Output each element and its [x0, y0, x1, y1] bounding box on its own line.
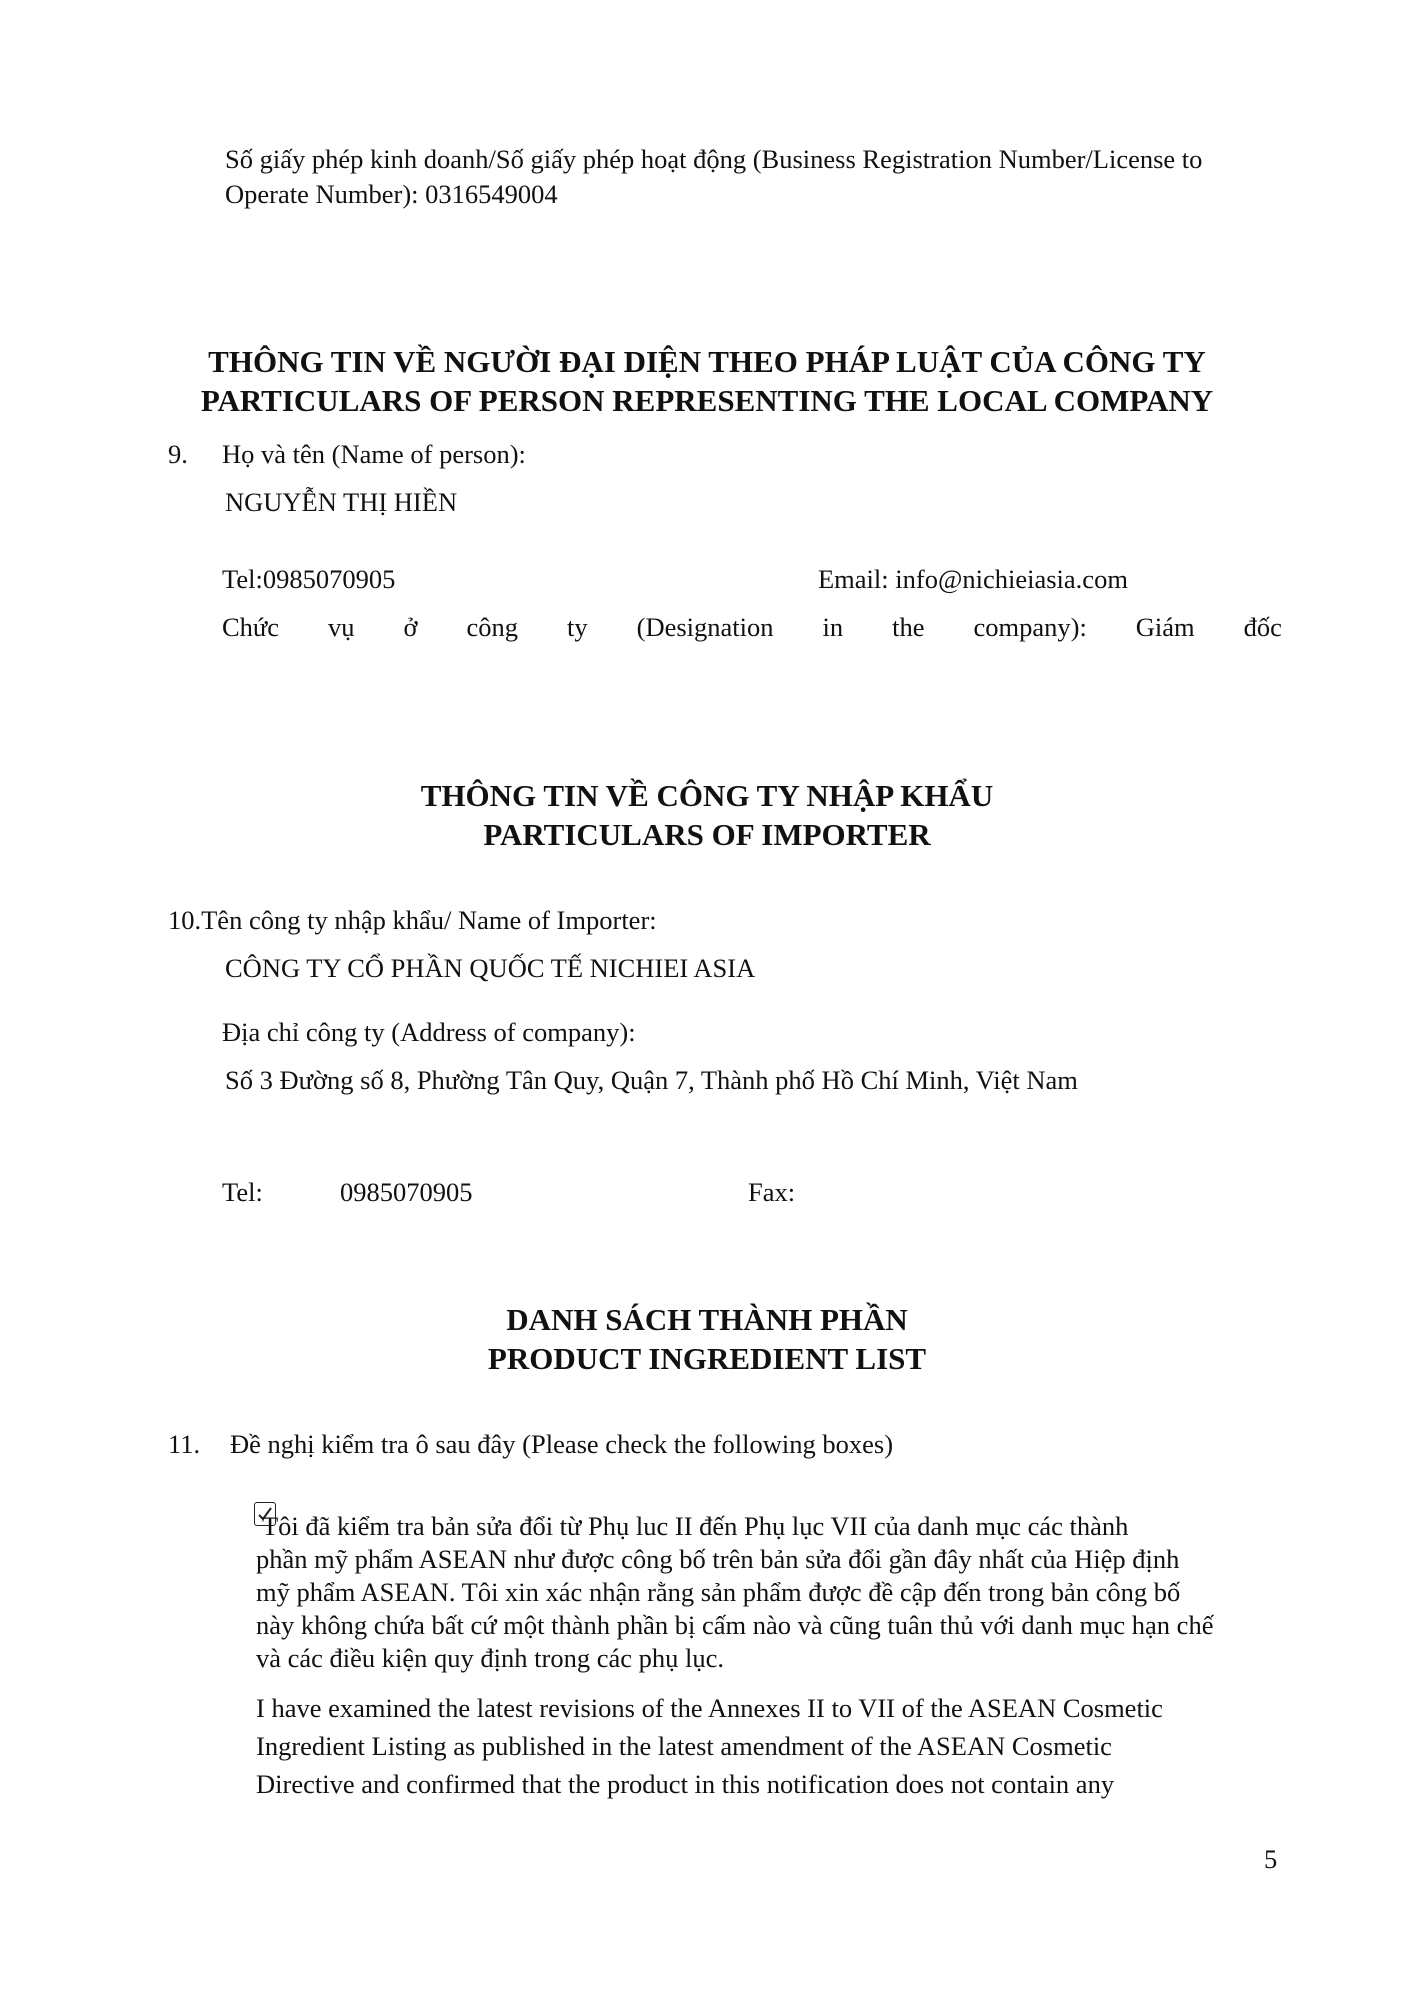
- designation-line: [222, 610, 1282, 644]
- importer-heading: [0, 776, 1414, 854]
- designation-word: vụ: [328, 612, 355, 642]
- item-11-number: 11.: [168, 1429, 201, 1459]
- designation-word: công: [466, 612, 519, 642]
- item-9-number: 9.: [168, 439, 188, 469]
- representative-email: Email: info@nichieiasia.com: [818, 564, 1128, 594]
- designation-word: ở: [403, 612, 418, 642]
- importer-tel-value: 0985070905: [340, 1177, 473, 1207]
- designation-word: Chức: [222, 612, 280, 642]
- declaration-vi-line: Tôi đã kiểm tra bản sửa đổi từ Phụ luc II đến Phụ lục VII của danh mục các thành: [262, 1511, 1129, 1541]
- designation-word: Giám: [1135, 612, 1195, 642]
- importer-name-value: CÔNG TY CỔ PHẦN QUỐC TẾ NICHIEI ASIA: [225, 953, 756, 983]
- designation-word: the: [892, 612, 925, 642]
- importer-name-label: 10.Tên công ty nhập khẩu/ Name of Importer:: [168, 905, 657, 935]
- designation-word: company):: [973, 612, 1087, 642]
- designation-word: (Designation: [636, 612, 774, 642]
- business-license-line-1: Số giấy phép kinh doanh/Số giấy phép hoạt động (Business Registration Number/License to: [225, 144, 1203, 174]
- declaration-vi-line: phần mỹ phẩm ASEAN như được công bố trên bản sửa đổi gần đây nhất của Hiệp định: [256, 1544, 1180, 1574]
- representative-heading: [0, 342, 1414, 420]
- importer-tel-label: Tel:: [222, 1177, 263, 1207]
- representative-title-vi: THÔNG TIN VỀ NGƯỜI ĐẠI DIỆN THEO PHÁP LUẬT CỦA CÔNG TY: [208, 344, 1206, 379]
- designation-word: đốc: [1243, 612, 1282, 642]
- importer-fax-label: Fax:: [748, 1177, 796, 1207]
- importer-address-value: Số 3 Đường số 8, Phường Tân Quy, Quận 7, Thành phố Hồ Chí Minh, Việt Nam: [225, 1065, 1078, 1095]
- declaration-en-line: Ingredient Listing as published in the latest amendment of the ASEAN Cosmetic: [256, 1731, 1112, 1761]
- declaration-vi-line: này không chứa bất cứ một thành phần bị cấm nào và cũng tuân thủ với danh mục hạn chế: [256, 1610, 1214, 1640]
- ingredients-heading: [0, 1300, 1414, 1378]
- ingredients-instruction: Đề nghị kiểm tra ô sau đây (Please check the following boxes): [230, 1429, 894, 1459]
- designation-word: ty: [567, 612, 588, 642]
- declaration-vi-line: và các điều kiện quy định trong các phụ lục.: [256, 1643, 725, 1673]
- person-name-label: Họ và tên (Name of person):: [222, 439, 526, 469]
- ingredients-title-en: PRODUCT INGREDIENT LIST: [487, 1341, 927, 1376]
- importer-title-vi: THÔNG TIN VỀ CÔNG TY NHẬP KHẨU: [420, 778, 994, 813]
- declaration-en-line: I have examined the latest revisions of the Annexes II to VII of the ASEAN Cosmetic: [256, 1693, 1163, 1723]
- declaration-vi-line: mỹ phẩm ASEAN. Tôi xin xác nhận rằng sản phẩm được đề cập đến trong bản công bố: [256, 1577, 1181, 1607]
- page-number: 5: [1264, 1844, 1278, 1874]
- representative-tel: Tel:0985070905: [222, 564, 396, 594]
- designation-word: in: [822, 612, 844, 642]
- declaration-en-line: Directive and confirmed that the product in this notification does not contain any: [256, 1769, 1115, 1799]
- importer-address-label: Địa chỉ công ty (Address of company):: [222, 1017, 636, 1047]
- business-license-line-2: Operate Number): 0316549004: [225, 179, 558, 209]
- ingredients-title-vi: DANH SÁCH THÀNH PHẦN: [506, 1302, 908, 1337]
- representative-title-en: PARTICULARS OF PERSON REPRESENTING THE LOCAL COMPANY: [200, 383, 1214, 418]
- person-name-value: NGUYỄN THỊ HIỀN: [225, 487, 458, 517]
- importer-title-en: PARTICULARS OF IMPORTER: [483, 817, 931, 852]
